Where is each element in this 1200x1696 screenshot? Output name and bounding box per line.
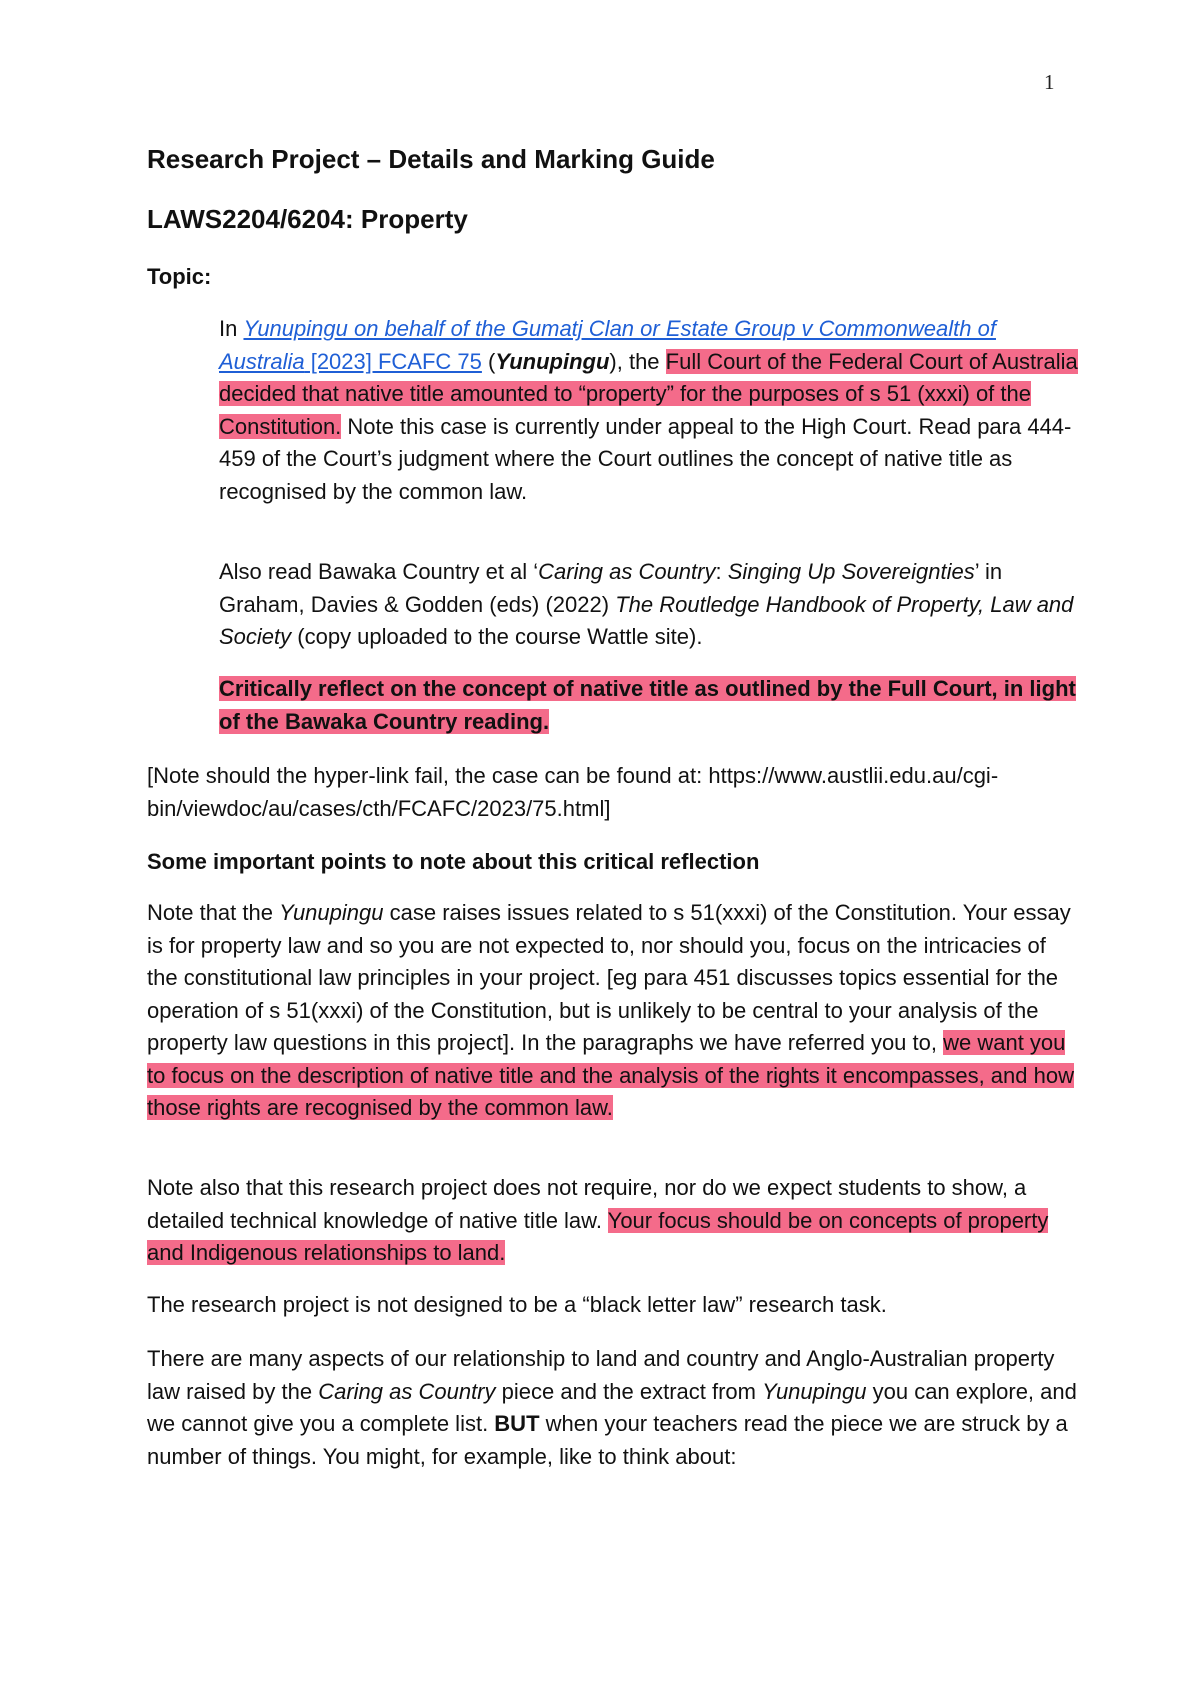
aspects-paragraph	[147, 1343, 1082, 1473]
case-short-name: Yunupingu	[495, 348, 610, 374]
hyperlink-note: [Note should the hyper-link fail, the case can be found at: https://www.austlii.edu.au/cgi-bin/viewdoc/au/cases/cth/FCAFC/2023/75.html]	[147, 763, 999, 821]
constitution-note-paragraph	[147, 897, 1082, 1125]
task-instruction	[219, 673, 1079, 738]
text: ’ in Graham, Davies & Godden (eds) (2022)	[219, 559, 1003, 617]
text: Note that the	[147, 900, 280, 925]
case-name: Yunupingu on behalf of the Gumatj Clan or Estate Group v Commonwealth of Australia	[219, 316, 996, 374]
text: There are many aspects of our relationship to land and country and Anglo-Australian property law raised by the	[147, 1346, 1055, 1404]
text: ), the	[609, 348, 666, 374]
topic-paragraph	[219, 313, 1079, 508]
text: :	[715, 559, 728, 584]
text: Also read Bawaka Country et al ‘	[219, 559, 539, 584]
emphasis: BUT	[494, 1411, 540, 1436]
highlighted-text: Critically reflect on the concept of native title as outlined by the Full Court, in light of the Bawaka Country reading.	[219, 676, 1076, 734]
text: case raises issues related to s 51(xxxi) of the Constitution. Your essay is for property law and so you are not expected to, nor should you, focus on the intricacies of the constitutional law principles in your project. [eg para 451 discusses topics essential for the operation of s 51(xxxi) of the Constitution, but is unlikely to be central to your analysis of the property law questions in this project]. In the paragraphs we have referred you to,	[147, 900, 1071, 1055]
text: (	[481, 348, 496, 374]
text: In	[219, 316, 244, 341]
black-letter-note: The research project is not designed to be a “black letter law” research task.	[147, 1292, 887, 1317]
section-heading: Some important points to note about this critical reflection	[147, 849, 760, 874]
text: when your teachers read the piece we are struck by a number of things. You might, for example, like to think about:	[147, 1411, 1068, 1469]
highlighted-text: Full Court of the Federal Court of Australia decided that native title amounted to “property” for the purposes of s 51 (xxxi) of the Constitution.	[219, 348, 1078, 439]
article-title: Caring as Country	[538, 559, 716, 584]
text: Note this case is currently under appeal to the High Court. Read para 444-459 of the Court’s judgment where the Court outlines the concept of native title as recognised by the common law.	[219, 413, 1072, 504]
document-title: Research Project – Details and Marking Guide	[147, 144, 715, 174]
text: (copy uploaded to the course Wattle site).	[291, 624, 703, 649]
case-citation: [2023] FCAFC 75	[304, 348, 482, 374]
text: you can explore, and we cannot give you a complete list.	[147, 1378, 1077, 1436]
reading-paragraph	[219, 556, 1079, 654]
case-name: Yunupingu	[762, 1378, 867, 1404]
page-number: 1	[1044, 70, 1055, 94]
native-title-note-paragraph	[147, 1172, 1082, 1270]
text: Note also that this research project does not require, nor do we expect students to show, a detailed technical knowledge of native title law.	[147, 1175, 1027, 1233]
highlighted-text: Your focus should be on concepts of property and Indigenous relationships to land.	[147, 1207, 1049, 1265]
course-code-heading: LAWS2204/6204: Property	[147, 204, 468, 234]
article-subtitle: Singing Up Sovereignties	[727, 559, 975, 584]
text: piece and the extract from	[495, 1378, 763, 1404]
book-title: The Routledge Handbook of Property, Law and Society	[219, 591, 1074, 649]
topic-label: Topic:	[147, 264, 212, 289]
case-name: Yunupingu	[279, 900, 384, 925]
article-title: Caring as Country	[318, 1378, 496, 1404]
highlighted-text: we want you to focus on the description of native title and the analysis of the rights it encompasses, and how those rights are recognised by the common law.	[147, 1030, 1074, 1120]
